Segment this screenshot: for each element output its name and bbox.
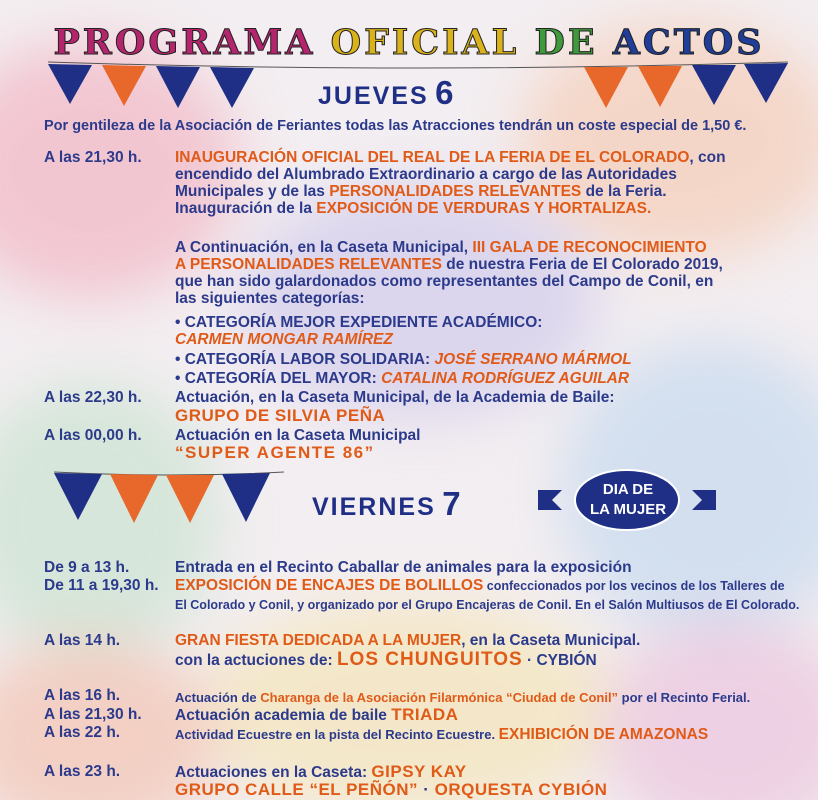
day-number: 7 (442, 485, 463, 522)
event-performer: “SUPER AGENTE 86” (175, 443, 375, 462)
day-heading-jueves (318, 74, 455, 112)
event-time: A las 21,30 h. (44, 706, 142, 723)
event-line: encendido del Alumbrado Extraordinario a cargo de las Autoridades (175, 166, 677, 183)
event-line: El Colorado y Conil, y organizado por el Grupo Encajeras de Conil. En el Salón Multiusos de El Colorado. (175, 598, 800, 612)
event-performers: GRUPO CALLE “EL PEÑÓN” · ORQUESTA CYBIÓN (175, 780, 608, 799)
event-time: A las 23 h. (44, 763, 121, 780)
gala-line: A PERSONALIDADES RELEVANTES de nuestra Feria de El Colorado 2019, (175, 256, 723, 273)
title-word-programa: PROGRAMA (53, 22, 316, 63)
event-line: Actuación en la Caseta Municipal (175, 427, 421, 444)
gala-line: que han sido galardonados como representantes del Campo de Conil, en (175, 273, 714, 290)
day-heading-viernes (312, 485, 463, 523)
event-line: Actividad Ecuestre en la pista del Recinto Ecuestre. EXHIBICIÓN DE AMAZONAS (175, 726, 709, 743)
title-word-oficial: OFICIAL (330, 22, 520, 63)
gala-line: A Continuación, en la Caseta Municipal, III GALA DE RECONOCIMIENTO (175, 239, 707, 256)
category-line: • CATEGORÍA LABOR SOLIDARIA: JOSÉ SERRANO MÁRMOL (175, 351, 632, 368)
category-line: • CATEGORÍA MEJOR EXPEDIENTE ACADÉMICO: (175, 314, 543, 331)
category-winner: CARMEN MONGAR RAMÍREZ (175, 331, 393, 348)
event-line: Actuación de Charanga de la Asociación Filarmónica “Ciudad de Conil” por el Recinto Ferial. (175, 690, 751, 705)
event-line: Municipales y de las PERSONALIDADES RELEVANTES de la Feria. (175, 183, 667, 200)
day-number: 6 (435, 74, 456, 111)
title-word-actos: ACTOS (612, 22, 765, 63)
event-time: A las 22 h. (44, 724, 121, 741)
page-title (0, 22, 818, 63)
title-word-de: DE (534, 22, 598, 63)
event-time: A las 14 h. (44, 632, 121, 649)
bunting-middle (54, 468, 284, 528)
event-line: Entrada en el Recinto Caballar de animales para la exposición (175, 559, 632, 576)
day-word: JUEVES (318, 82, 429, 110)
event-time: A las 16 h. (44, 687, 121, 704)
event-line: con la actuciones de: LOS CHUNGUITOS · CYBIÓN (175, 649, 597, 670)
gala-line: las siguientes categorías: (175, 290, 365, 307)
event-time: De 9 a 13 h. (44, 559, 130, 576)
badge-label: DIA DE LA MUJER (589, 481, 667, 518)
event-performer: GRUPO DE SILVIA PEÑA (175, 406, 386, 425)
event-line: INAUGURACIÓN OFICIAL DEL REAL DE LA FERIA DE EL COLORADO, con (175, 149, 726, 166)
category-line: • CATEGORÍA DEL MAYOR: CATALINA RODRÍGUEZ AGUILAR (175, 370, 630, 387)
event-line: Actuación, en la Caseta Municipal, de la Academia de Baile: (175, 389, 615, 406)
event-line: Inauguración de la EXPOSICIÓN DE VERDURAS Y HORTALIZAS. (175, 200, 652, 217)
event-line: Actuaciones en la Caseta: GIPSY KAY (175, 762, 467, 781)
event-line: EXPOSICIÓN DE ENCAJES DE BOLILLOS confeccionados por los vecinos de los Talleres de (175, 577, 785, 594)
day-word: VIERNES (312, 493, 436, 521)
event-time: A las 00,00 h. (44, 427, 142, 444)
event-line: Actuación academia de baile TRIADA (175, 705, 459, 724)
event-line: GRAN FIESTA DEDICADA A LA MUJER, en la Caseta Municipal. (175, 632, 641, 649)
event-time: De 11 a 19,30 h. (44, 577, 159, 594)
atracciones-note: Por gentileza de la Asociación de Feriantes todas las Atracciones tendrán un coste especial de 1,50 €. (44, 118, 747, 134)
event-time: A las 22,30 h. (44, 389, 142, 406)
event-time: A las 21,30 h. (44, 149, 142, 166)
